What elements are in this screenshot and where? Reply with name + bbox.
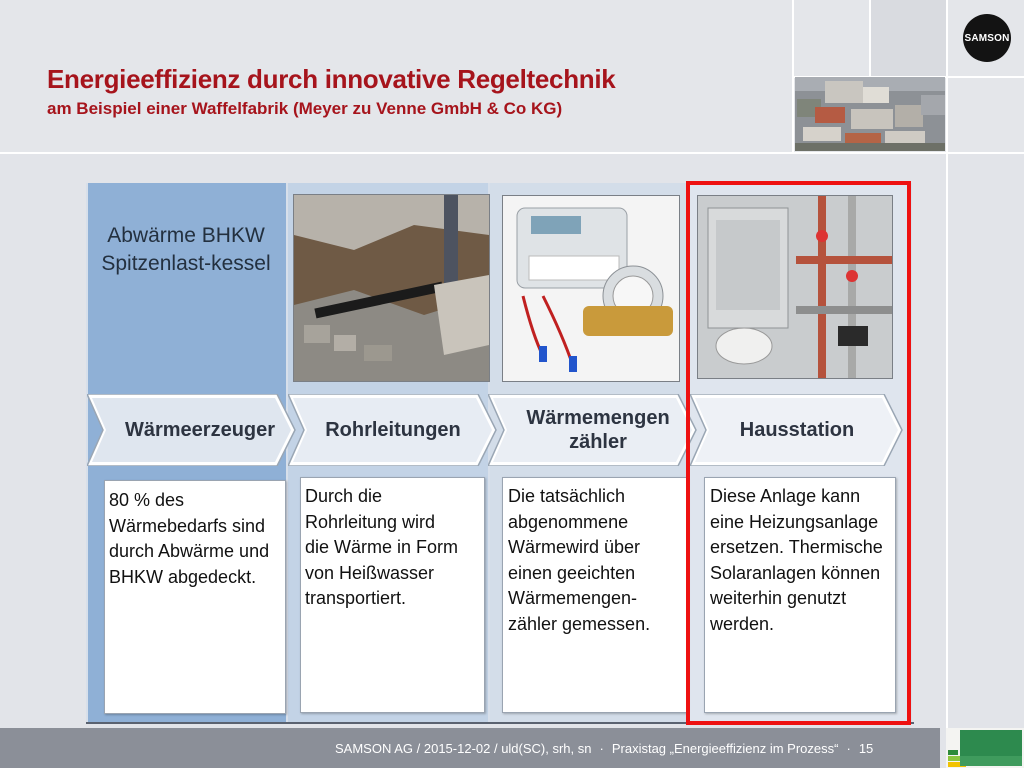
step-waermeerzeuger <box>87 394 297 466</box>
footer-source: SAMSON AG / 2015-12-02 / uld(SC), srh, sn <box>335 741 592 756</box>
factory-aerial-photo <box>795 77 945 151</box>
step-label: Wärmemengen zähler <box>526 407 670 453</box>
step-label: Hausstation <box>739 419 855 441</box>
description-text: Die tatsächlich abgenommene Wärmewird über einen geeichten Wärmemengen-zähler gemessen. <box>508 486 651 634</box>
step-label: Wärmeerzeuger <box>124 419 276 441</box>
description-box-waermemengenzaehler <box>502 477 687 713</box>
description-text: Diese Anlage kann eine Heizungsanlage ersetzen. Thermische Solaranlagen können weiterhin genutzt werden. <box>710 486 883 634</box>
logo-text: SAMSON <box>964 32 1010 44</box>
description-text: 80 % des Wärmebedarfs sind durch Abwärme und BHKW abgedeckt. <box>109 490 270 587</box>
samson-logo <box>963 14 1011 62</box>
heat-meter-photo <box>502 195 680 382</box>
footer-info: SAMSON AG / 2015-12-02 / uld(SC), srh, sn · Praxistag „Energieeffizienz im Prozess“ · 15 <box>335 741 874 756</box>
description-box-waermeerzeuger <box>104 480 286 714</box>
heat-source-label: Abwärme BHKW Spitzenlast-kessel <box>101 224 271 275</box>
grid-line <box>946 0 948 768</box>
page-number: 15 <box>858 741 874 756</box>
step-label: Rohrleitungen <box>325 419 461 441</box>
page-title: Energieeffizienz durch innovative Regeltechnik <box>47 64 616 94</box>
description-box-rohrleitungen <box>300 477 485 713</box>
footer-event: Praxistag „Energieeffizienz im Prozess“ <box>611 741 839 756</box>
pipe-trench-photo <box>293 194 490 382</box>
page-subtitle: am Beispiel einer Waffelfabrik (Meyer zu Venne GmbH & Co KG) <box>47 99 563 118</box>
step-waermemengenzaehler <box>488 394 698 466</box>
step-rohrleitungen <box>288 394 498 466</box>
description-text: Durch die Rohrleitung wird die Wärme in Form von Heißwasser transportiert. <box>305 486 459 608</box>
decor-tile <box>871 0 946 76</box>
hausstation-highlight-frame <box>686 181 911 725</box>
header-divider <box>0 152 1024 154</box>
praxistag-badge <box>946 728 1024 768</box>
